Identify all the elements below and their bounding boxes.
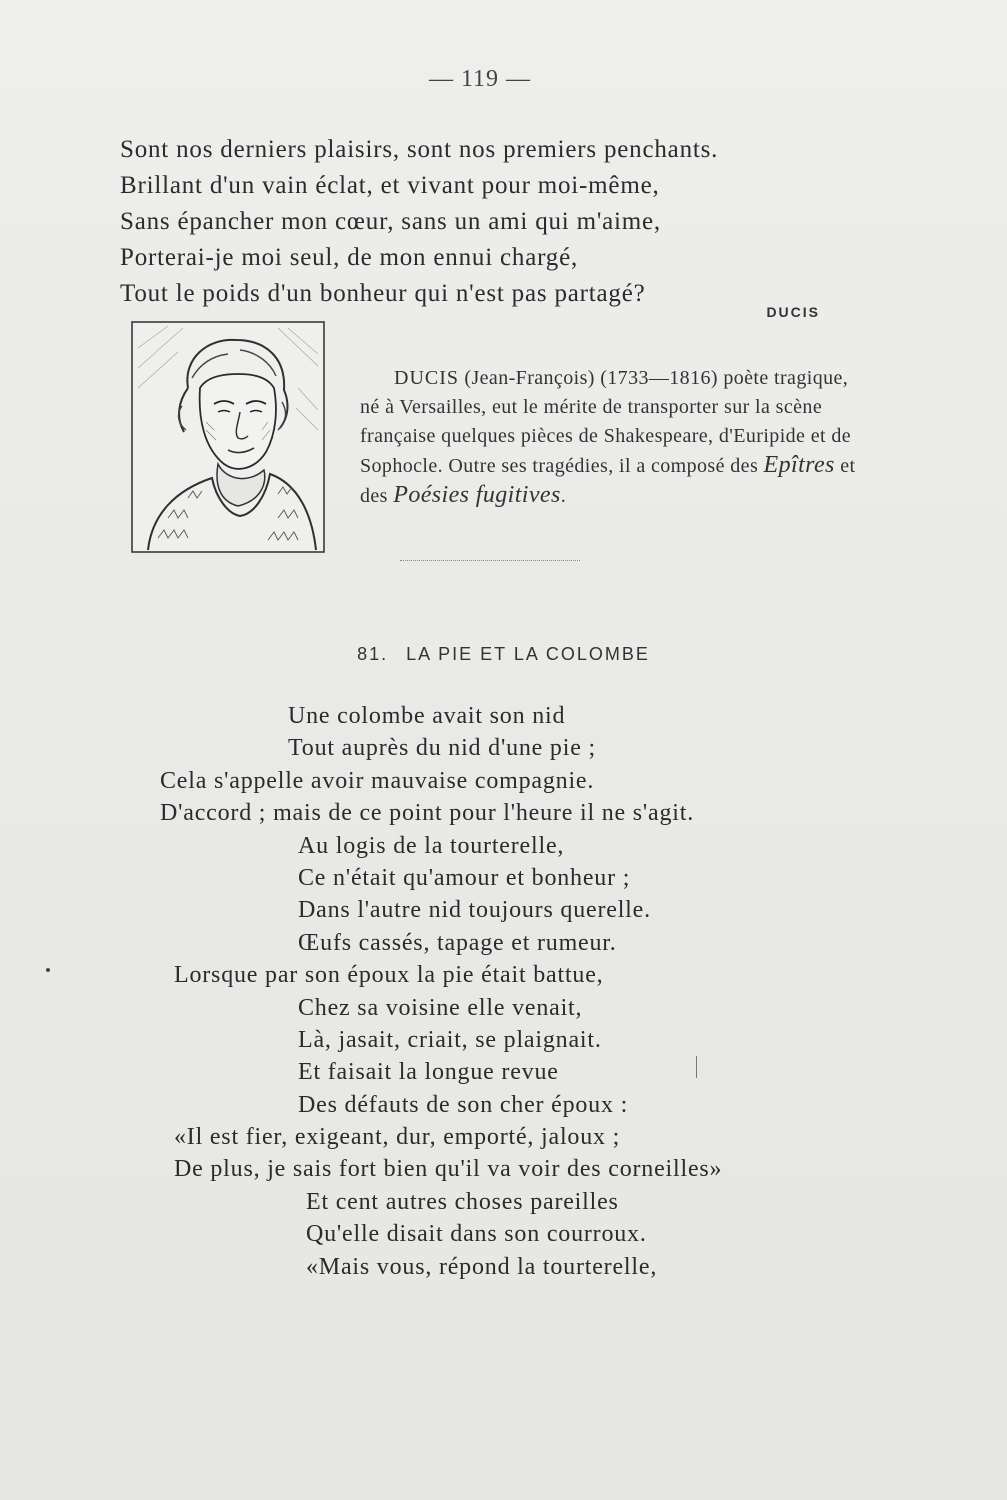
poem-title: LA PIE ET LA COLOMBE: [406, 644, 650, 664]
bio-text: .: [560, 485, 567, 507]
author-attribution: DUCIS: [766, 304, 820, 320]
verse-line: Tout le poids d'un bonheur qui n'est pas partagé?: [120, 280, 646, 307]
bio-text: (Jean-François) (1733—1816) poète tragique, né à Versailles, eut le mérite de transporter sur la scène française quelques pièces de Shakespeare, d'Euripide et de Sophocle. Outre ses tragédies, il a composé des: [360, 367, 852, 477]
poem-line: Dans l'autre nid toujours querelle.: [298, 897, 651, 924]
poem-line: Et cent autres choses pareilles: [306, 1188, 619, 1215]
pencil-mark: [696, 1056, 697, 1078]
verse-line: Porterai-je moi seul, de mon ennui chargé,: [120, 244, 579, 271]
poem-line: Là, jasait, criait, se plaignait.: [298, 1026, 602, 1053]
verse-line: Brillant d'un vain éclat, et vivant pour moi-même,: [120, 172, 660, 199]
poem-body: [160, 700, 920, 1283]
bio-work-title: Epîtres: [763, 452, 835, 478]
poem-line: «Mais vous, répond la tourterelle,: [306, 1253, 658, 1280]
poem-line: «Il est fier, exigeant, dur, emporté, jaloux ;: [174, 1124, 621, 1151]
verse-line: Sans épancher mon cœur, sans un ami qui m'aime,: [120, 208, 661, 235]
verse-block: [120, 132, 860, 312]
bio-text: et des: [360, 455, 856, 507]
page-number: — 119 —: [428, 66, 532, 92]
poem-number: 81.: [357, 644, 389, 664]
poem-heading: [0, 644, 1007, 665]
poem-line: Au logis de la tourterelle,: [298, 832, 565, 859]
poem-line: De plus, je sais fort bien qu'il va voir des corneilles»: [174, 1156, 723, 1183]
poem-line: Œufs cassés, tapage et rumeur.: [298, 929, 617, 956]
poem-line: Cela s'appelle avoir mauvaise compagnie.: [160, 767, 595, 794]
poem-line: Qu'elle disait dans son courroux.: [306, 1221, 647, 1248]
engraved-portrait-icon: [128, 318, 328, 556]
poem-line: Une colombe avait son nid: [288, 703, 566, 729]
bio-work-title: Poésies fugitives: [393, 482, 561, 508]
poem-line: Des défauts de son cher époux :: [298, 1091, 629, 1118]
ink-speck: [46, 968, 50, 972]
bio-author-name: DUCIS: [394, 367, 460, 389]
poem-line: Lorsque par son époux la pie était battue,: [174, 962, 604, 989]
poem-line: Ce n'était qu'amour et bonheur ;: [298, 864, 631, 891]
section-divider: [400, 560, 580, 565]
author-biography: [360, 364, 860, 511]
poem-line: Tout auprès du nid d'une pie ;: [288, 735, 596, 762]
verse-line: Sont nos derniers plaisirs, sont nos premiers penchants.: [120, 136, 719, 163]
poem-line: D'accord ; mais de ce point pour l'heure il ne s'agit.: [160, 800, 695, 827]
poem-line: Et faisait la longue revue: [298, 1059, 559, 1086]
poem-line: Chez sa voisine elle venait,: [298, 994, 583, 1021]
